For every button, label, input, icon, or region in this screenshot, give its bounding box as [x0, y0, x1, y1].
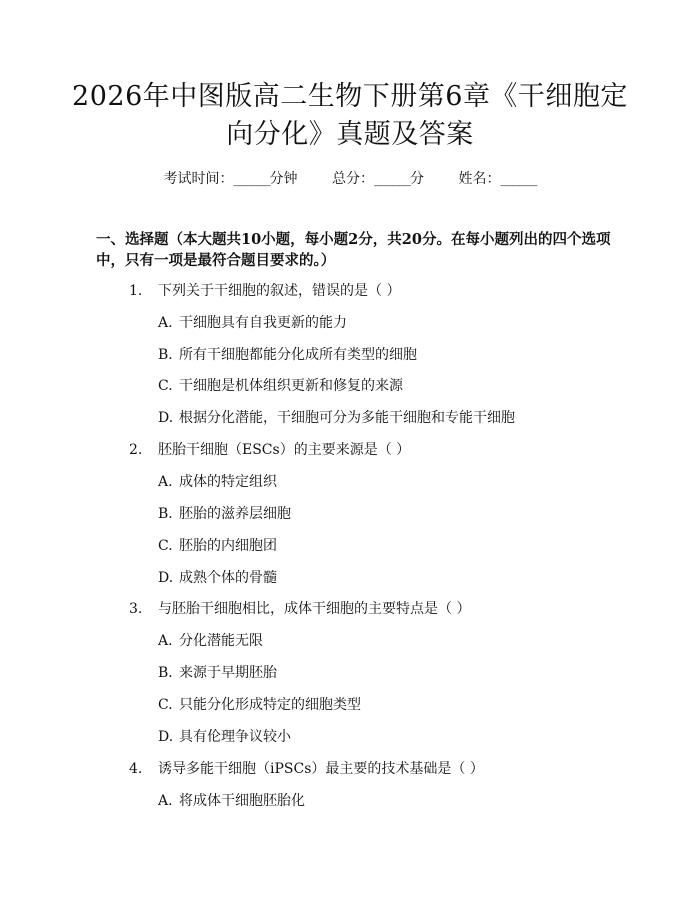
question-text: 诱导多能干细胞（iPSCs）最主要的技术基础是（ ） — [158, 761, 484, 777]
option-letter: B. — [158, 347, 173, 363]
question-1-option-d — [158, 409, 515, 427]
option-text: 来源于早期胚胎 — [179, 665, 277, 681]
name-label: 姓名： — [458, 171, 501, 187]
option-text: 将成体干细胞胚胎化 — [179, 793, 305, 809]
question-1-option-c — [158, 377, 403, 395]
question-2 — [129, 441, 410, 459]
time-blank: ______ — [233, 171, 270, 187]
question-3-option-c — [158, 696, 361, 714]
score-unit: 分 — [410, 171, 424, 187]
exam-title: 2026年中图版高二生物下册第6章《干细胞定向分化》真题及答案 — [72, 81, 628, 150]
option-text: 具有伦理争议较小 — [179, 729, 291, 745]
question-2-option-a — [158, 473, 277, 491]
question-text: 下列关于干细胞的叙述，错误的是（ ） — [158, 283, 401, 299]
question-number: 1. — [129, 283, 143, 299]
option-letter: D. — [158, 570, 174, 586]
question-2-option-d — [158, 569, 277, 587]
option-letter: B. — [158, 665, 173, 681]
score-blank: ______ — [374, 171, 410, 187]
score-field — [332, 170, 424, 188]
question-3-option-b — [158, 664, 277, 682]
time-unit: 分钟 — [269, 171, 298, 187]
time-label: 考试时间： — [163, 171, 234, 187]
name-blank: ______ — [500, 171, 537, 187]
question-1-option-b — [158, 346, 417, 364]
option-letter: A. — [158, 315, 173, 331]
question-number: 2. — [129, 442, 143, 458]
option-letter: D. — [158, 729, 174, 745]
option-text: 只能分化形成特定的细胞类型 — [179, 697, 361, 713]
option-text: 胚胎的滋养层细胞 — [179, 506, 291, 522]
question-2-option-c — [158, 537, 277, 555]
question-number: 3. — [129, 601, 143, 617]
question-3-option-d — [158, 728, 291, 746]
option-letter: D. — [158, 410, 174, 426]
section-heading: 一、选择题（本大题共10小题，每小题2分，共20分。在每小题列出的四个选项中，只有一项是最符合题目要求的。） — [96, 231, 611, 269]
option-letter: A. — [158, 793, 173, 809]
question-text: 胚胎干细胞（ESCs）的主要来源是（ ） — [158, 442, 411, 458]
exam-meta-line — [0, 170, 700, 188]
option-letter: C. — [158, 378, 173, 394]
question-4 — [129, 760, 484, 778]
option-text: 成熟个体的骨髓 — [179, 570, 277, 586]
question-2-option-b — [158, 505, 291, 523]
question-1 — [129, 282, 400, 300]
score-label: 总分： — [332, 171, 374, 187]
question-number: 4. — [129, 761, 143, 777]
question-3 — [129, 600, 470, 618]
option-letter: C. — [158, 697, 173, 713]
option-text: 干细胞是机体组织更新和修复的来源 — [179, 378, 403, 394]
option-letter: C. — [158, 538, 173, 554]
question-3-option-a — [158, 632, 263, 650]
option-text: 所有干细胞都能分化成所有类型的细胞 — [179, 347, 417, 363]
option-letter: A. — [158, 474, 173, 490]
question-4-option-a — [158, 792, 305, 810]
option-text: 成体的特定组织 — [179, 474, 277, 490]
name-field — [458, 170, 536, 188]
option-text: 胚胎的内细胞团 — [179, 538, 277, 554]
option-letter: B. — [158, 506, 173, 522]
option-text: 干细胞具有自我更新的能力 — [179, 315, 347, 331]
question-text: 与胚胎干细胞相比，成体干细胞的主要特点是（ ） — [158, 601, 471, 617]
option-text: 分化潜能无限 — [179, 633, 263, 649]
time-field — [164, 170, 298, 188]
option-text: 根据分化潜能，干细胞可分为多能干细胞和专能干细胞 — [179, 410, 515, 426]
question-1-option-a — [158, 314, 347, 332]
option-letter: A. — [158, 633, 173, 649]
